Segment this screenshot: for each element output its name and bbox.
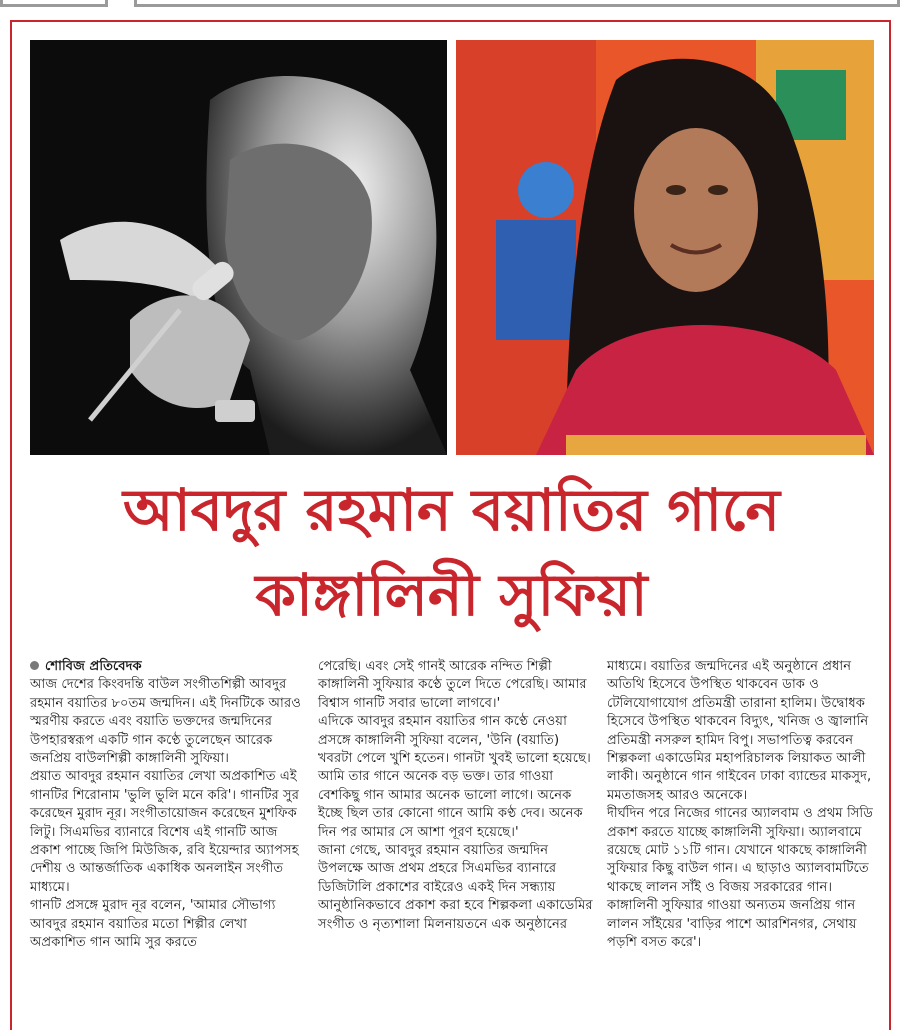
top-tab-left [0,0,108,7]
byline-text: শোবিজ প্রতিবেদক [45,659,142,674]
singer-photo [30,40,447,455]
article-column-2 [318,658,594,934]
paragraph: এদিকে আবদুর রহমান বয়াতির গান কণ্ঠে নেওয়া প্রসঙ্গে কাঙ্গালিনী সুফিয়া বলেন, 'উনি (বয়াতি) খবরটা পেলে খুশি হতেন। গানটা খুবই ভালো হয়েছে। আমি তার গানে অনেক বড় ভক্ত। তার গাওয়া বেশকিছু গান আমার অনেক ভালো লাগে। অনেক ইচ্ছে ছিল তার কোনো গানে আমি কণ্ঠ দেব। অনেক দিন পর আমার সে আশা পূরণ হয়েছে।' [318,714,591,840]
top-tab-right [134,0,900,7]
article-column-3 [607,658,879,953]
paragraph: দীর্ঘদিন পরে নিজের গানের অ্যালবাম ও প্রথম সিডি প্রকাশ করতে যাচ্ছে কাঙ্গালিনী সুফিয়া। অ্যালবামে রয়েছে মোট ১১টি গান। যেখানে থাকছে কাঙ্গালিনী সুফিয়ার কিছু বাউল গান। এ ছাড়াও অ্যালবামটিতে থাকছে লালন সাঁই ও বিজয় সরকারের গান। [607,806,873,895]
headline-line-2: কাঙ্গালিনী সুফিয়া [255,561,648,629]
sufia-photo-image [456,40,874,455]
paragraph: মাধ্যমে। বয়াতির জন্মদিনের এই অনুষ্ঠানে প্রধান অতিথি হিসেবে উপস্থিত থাকবেন ডাক ও টেলিযোগাযোগ প্রতিমন্ত্রী তারানা হালিম। উদ্বোধক হিসেবে উপস্থিত থাকবেন বিদ্যুৎ, খনিজ ও জ্বালানি প্রতিমন্ত্রী নসরুল হামিদ বিপু। সভাপতিত্ব করবেন শিল্পকলা একাডেমির মহাপরিচালক লিয়াকত আলী লাকী। অনুষ্ঠানে গান গাইবেন ঢাকা ব্যান্ডের মাকসুদ, মমতাজসহ আরও অনেকে। [607,659,872,803]
singer-photo-image [30,40,447,455]
page-top-strip [0,0,903,14]
bullet-icon [30,661,39,670]
sufia-photo [456,40,874,455]
paragraph: আজ দেশের কিংবদন্তি বাউল সংগীতশিল্পী আবদুর রহমান বয়াতির ৮০তম জন্মদিন। এই দিনটিকে আরও স্মরণীয় করতে এবং বয়াতি ভক্তদের জন্মদিনের উপহারস্বরূপ একটি গান কণ্ঠে তুলেছেন আরেক জনপ্রিয় বাউলশিল্পী কাঙ্গালিনী সুফিয়া। [30,677,301,767]
article-column-1 [30,658,302,953]
paragraph: কাঙ্গালিনী সুফিয়ার গাওয়া অন্যতম জনপ্রিয় গান লালন সাঁইয়ের 'বাড়ির পাশে আরশিনগর, সেথায় পড়শি বসত করে'। [607,898,857,951]
paragraph: প্রয়াত আবদুর রহমান বয়াতির লেখা অপ্রকাশিত এই গানটির শিরোনাম 'ভুলি ভুলি মনে করি'। গানটির সুর করেছেন মুরাদ নূর। সংগীতায়োজন করেছেন মুশফিক লিটু। সিএমভির ব্যানারে বিশেষ এই গানটি আজ প্রকাশ পাচ্ছে জিপি মিউজিক, রবি ইয়েন্দার অ্যাপসহ দেশীয় ও আন্তর্জাতিক একাধিক অনলাইন সংগীত মাধ্যমে। [30,769,299,895]
paragraph: পেরেছি। এবং সেই গানই আরেক নন্দিত শিল্পী কাঙ্গালিনী সুফিয়ার কণ্ঠে তুলে দিতে পেরেছি। আমার বিশ্বাস গানটি সবার ভালো লাগবে।' [318,659,587,711]
byline [30,658,302,676]
headline-line-1: আবদুর রহমান বয়াতির গানে [123,476,780,544]
paragraph: গানটি প্রসঙ্গে মুরাদ নূর বলেন, 'আমার সৌভাগ্য আবদুর রহমান বয়াতির মতো শিল্পীর লেখা অপ্রকাশিত গান আমি সুর করতে [30,898,276,951]
paragraph: জানা গেছে, আবদুর রহমান বয়াতির জন্মদিন উপলক্ষে আজ প্রথম প্রহরে সিএমভির ব্যানারে ডিজিটালি প্রকাশের বাইরেও একই দিন সন্ধ্যায় আনুষ্ঠানিকভাবে প্রকাশ করা হবে শিল্পকলা একাডেমির সংগীত ও নৃত্যশালা মিলনায়তনে এক অনুষ্ঠানের [318,843,593,932]
